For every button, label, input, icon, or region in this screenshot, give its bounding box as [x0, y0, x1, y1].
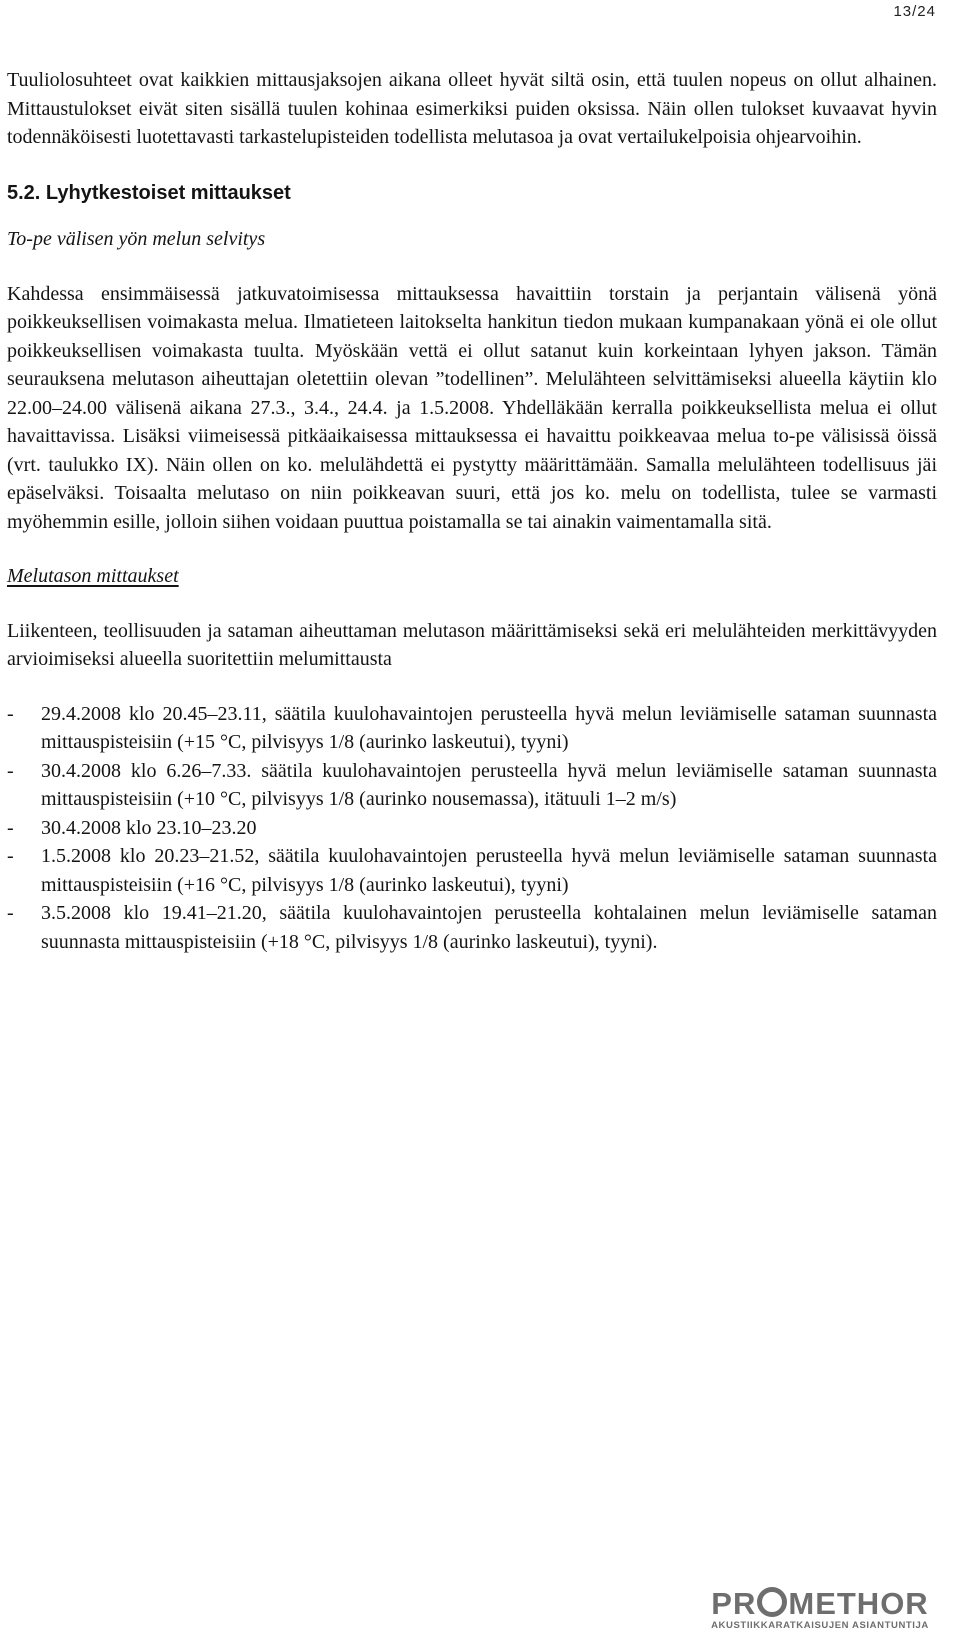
logo-tagline: AKUSTIIKKARATKAISUJEN ASIANTUNTIJA	[711, 1620, 929, 1631]
list-item-text: 1.5.2008 klo 20.23–21.52, säätila kuulohavaintojen perusteella hyvä melun leviämiselle sataman suunnasta mittauspisteisiin (+16 °C, pilvisyys 1/8 (aurinko laskeutui), tyyni)	[41, 845, 937, 896]
list-bullet: -	[7, 759, 14, 782]
night-noise-paragraph: Kahdessa ensimmäisessä jatkuvatoimisessa mittauksessa havaittiin torstain ja perjantain välisenä yönä poikkeuksellisen voimakasta melua. Ilmatieteen laitokselta hankitun tiedon mukaan kumpanakaan yönä ei ole ollut poikkeuksellisen voimakasta tuulta. Myöskään vettä ei ollut satanut kuin korkeintaan lyhyen jakson. Tämän seurauksena melutason aiheuttajan oletettiin olevan ”todellinen”. Melulähteen selvittämiseksi alueella käytiin klo 22.00–24.00 välisenä aikana 27.3., 3.4., 24.4. ja 1.5.2008. Yhdelläkään kerralla poikkeuksellista melua ei ollut havaittavissa. Lisäksi viimeisessä pitkäaikaisessa mittauksessa ei havaittu poikkeavaa melua to-pe välisissä öissä (vrt. taulukko IX). Näin ollen on ko. melulähdettä ei pystytty määrittämään. Samalla melulähteen todellisuus jäi epäselväksi. Toisaalta melutaso on niin poikkeavan suuri, että jos ko. melu on todellista, tulee se varmasti myöhemmin esille, jolloin siihen voidaan puuttua poistamalla se tai ainakin vaimentamalla sitä.	[7, 282, 937, 533]
list-bullet: -	[7, 845, 14, 867]
list-item	[7, 814, 937, 843]
page-number: 13/24	[893, 3, 936, 20]
logo-name-end: METHOR	[788, 1586, 929, 1621]
list-item	[7, 842, 937, 899]
logo-ring-icon	[757, 1587, 787, 1617]
list-item	[7, 899, 937, 956]
list-item-text: 30.4.2008 klo 23.10–23.20	[41, 816, 257, 839]
promethor-logo	[700, 1587, 940, 1632]
section-heading: 5.2. Lyhytkestoiset mittaukset	[7, 181, 291, 204]
list-item-text: 30.4.2008 klo 6.26–7.33. säätila kuulohavaintojen perusteella hyvä melun leviämiselle sataman suunnasta mittauspisteisiin (+10 °C, pilvisyys 1/8 (aurinko nousemassa), itätuuli 1–2 m/s)	[41, 759, 937, 810]
subsection-title-noise-measurements: Melutason mittaukset	[7, 565, 179, 587]
logo-wordmark	[700, 1587, 940, 1620]
subsection-title-night-noise: To-pe välisen yön melun selvitys	[7, 228, 266, 250]
list-bullet: -	[7, 816, 14, 839]
logo-name-start: PR	[711, 1586, 757, 1621]
list-item	[7, 757, 937, 814]
noise-measurements-paragraph: Liikenteen, teollisuuden ja sataman aiheuttaman melutason määrittämiseksi sekä eri melulähteiden merkittävyyden arvioimiseksi alueella suoritettiin melumittausta	[7, 619, 937, 670]
list-item-text: 29.4.2008 klo 20.45–23.11, säätila kuulohavaintojen perusteella hyvä melun leviämiselle sataman suunnasta mittauspisteisiin (+15 °C, pilvisyys 1/8 (aurinko laskeutui), tyyni)	[41, 702, 937, 753]
list-bullet: -	[7, 902, 14, 924]
list-item	[7, 700, 937, 757]
intro-paragraph: Tuuliolosuhteet ovat kaikkien mittausjaksojen aikana olleet hyvät siltä osin, että tuulen nopeus on ollut alhainen. Mittaustulokset eivät siten sisällä tuulen kohinaa esimerkiksi puiden oksissa. Näin ollen tulokset kuvaavat hyvin todennäköisesti luotettavasti tarkastelupisteiden todellista melutasoa ja ovat vertailukelpoisia ohjearvoihin.	[7, 69, 937, 148]
list-item-text: 3.5.2008 klo 19.41–21.20, säätila kuulohavaintojen perusteella kohtalainen melun leviämiselle sataman suunnasta mittauspisteisiin (+18 °C, pilvisyys 1/8 (aurinko laskeutui), tyyni).	[41, 902, 937, 953]
list-bullet: -	[7, 702, 14, 725]
measurement-list	[7, 700, 937, 957]
document-body	[7, 66, 937, 956]
